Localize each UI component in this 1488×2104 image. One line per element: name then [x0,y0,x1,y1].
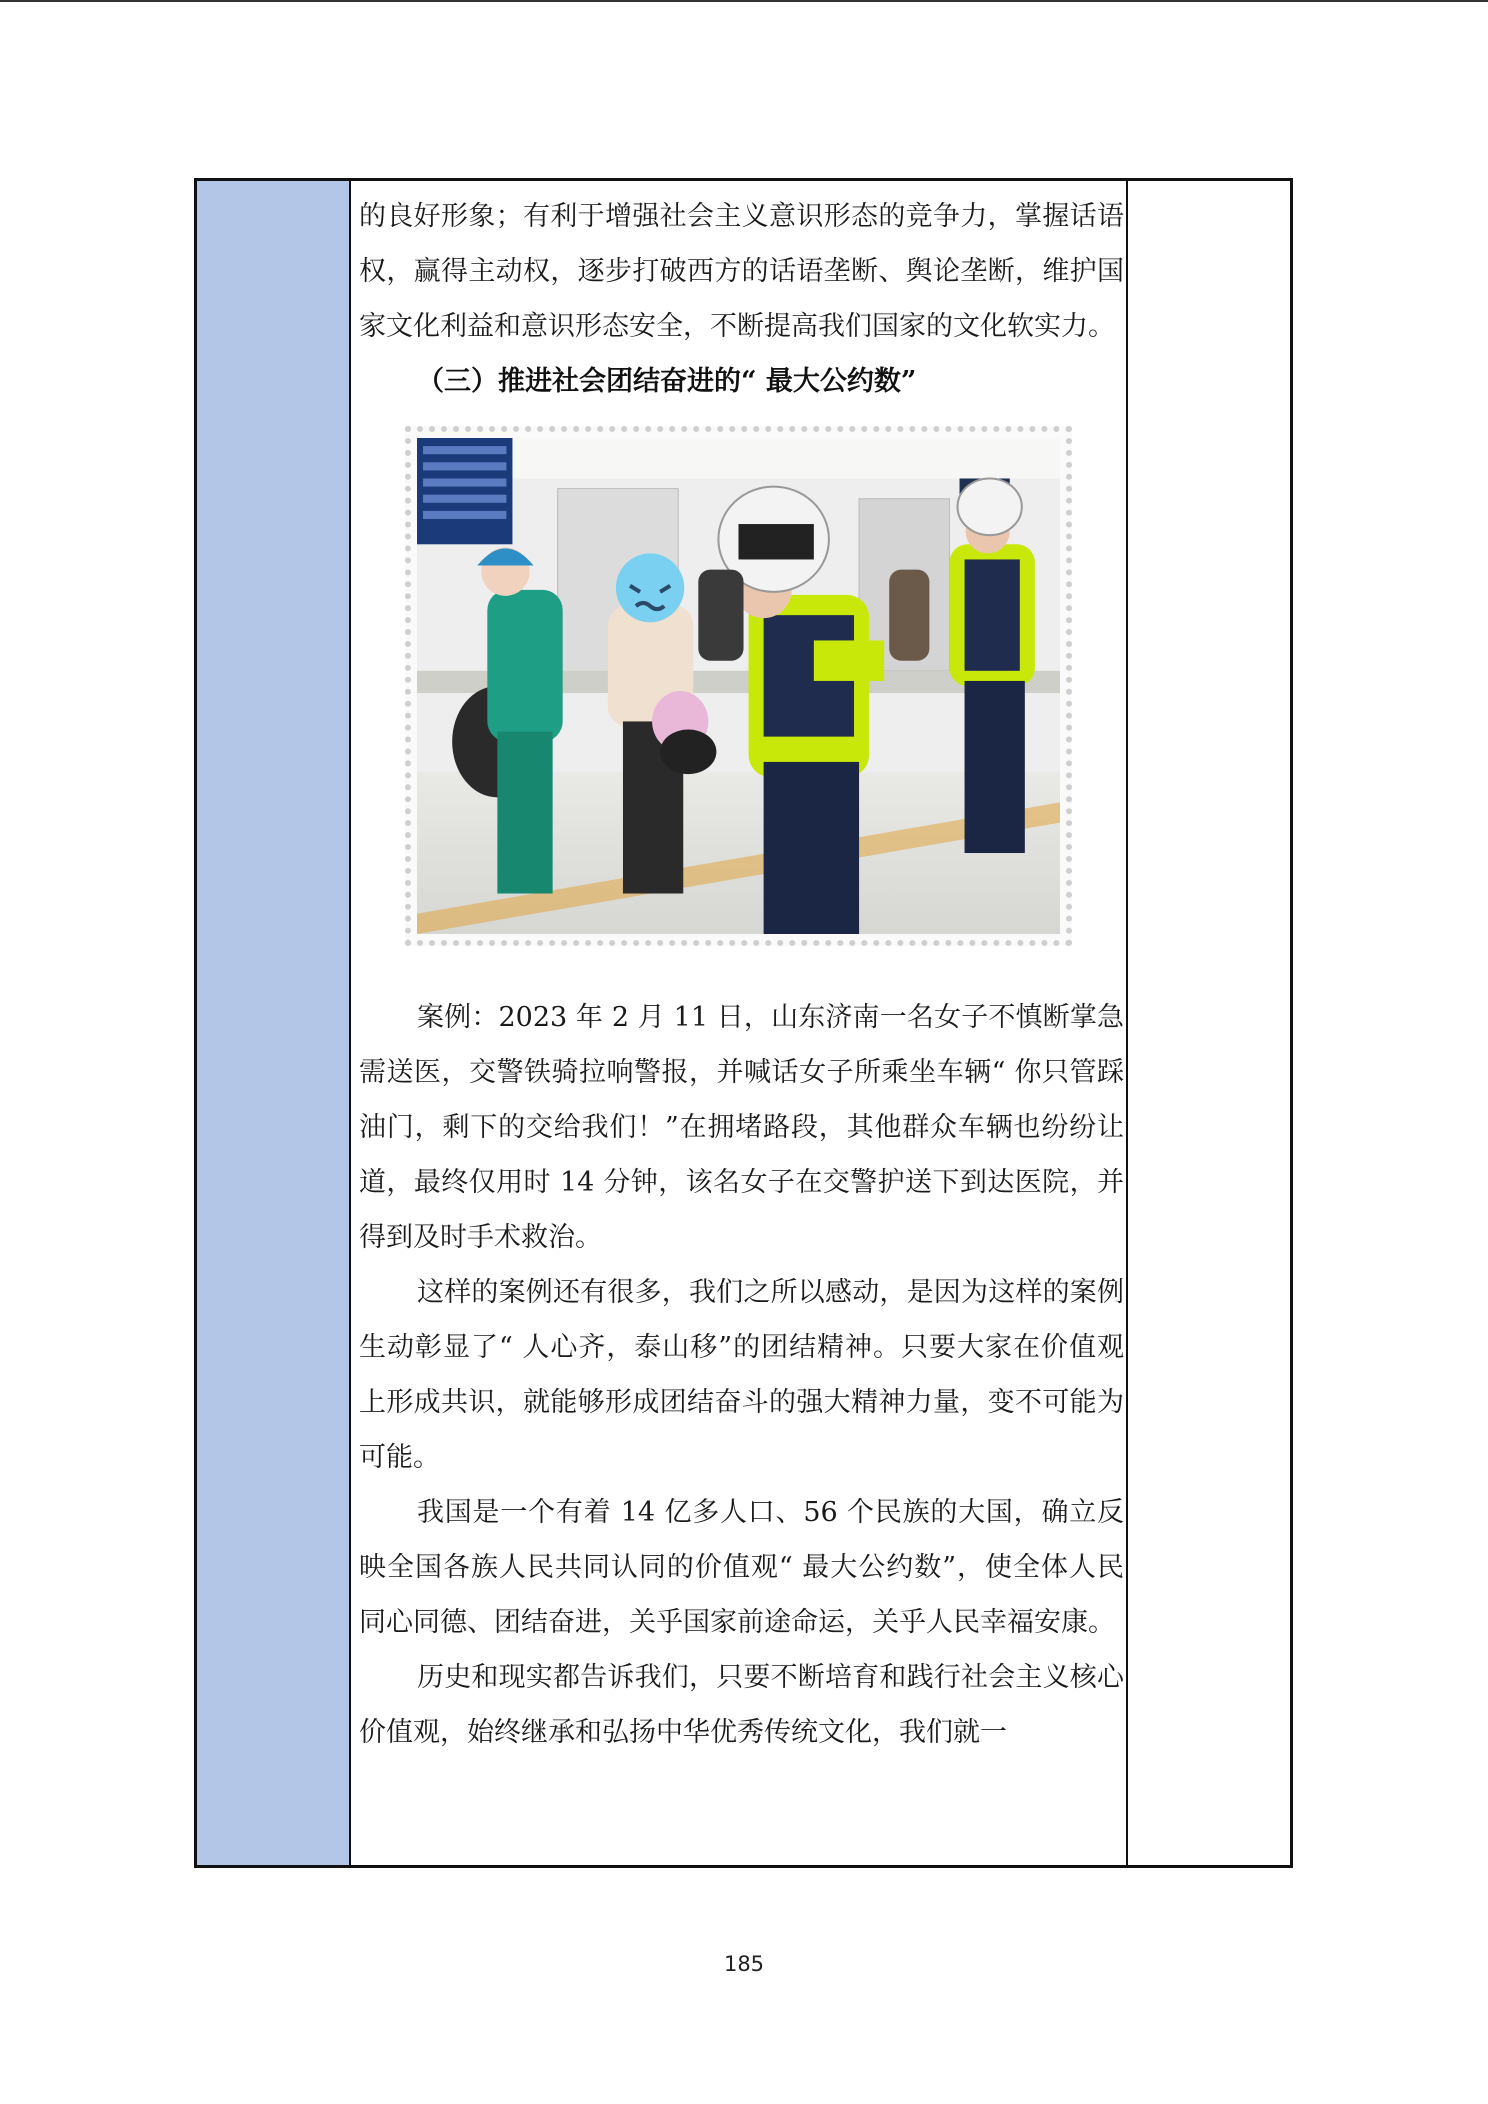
case-photo [405,426,1072,946]
page-top-rule [0,0,1488,2]
paragraph-common-values: 我国是一个有着 14 亿多人口、56 个民族的大国，确立反映全国各族人民共同认同的价值观“ 最大公约数”，使全体人民同心同德、团结奋进，关乎国家前途命运，关乎人民幸福安康。 [359,1497,1124,1638]
section-heading: （三）推进社会团结奋进的“ 最大公约数” [417,366,917,397]
hospital-escort-photo-illustration [417,438,1060,934]
paragraph-history: 历史和现实都告诉我们，只要不断培育和践行社会主义核心价值观，始终继承和弘扬中华优秀传统文化，我们就一 [359,1662,1124,1748]
paragraph-unity-spirit: 这样的案例还有很多，我们之所以感动，是因为这样的案例生动彰显了“ 人心齐，泰山移”的团结精神。只要大家在价值观上形成共识，就能够形成团结奋斗的强大精神力量，变不可能为可能。 [359,1277,1124,1473]
left-label-column [197,181,351,1865]
content-table [194,178,1293,1868]
page-number: 185 [723,1952,765,1976]
paragraph-case: 案例：2023 年 2 月 11 日，山东济南一名女子不慎断掌急需送医，交警铁骑拉响警报，并喊话女子所乘坐车辆“ 你只管踩油门，剩下的交给我们！”在拥堵路段，其他群众车辆也纷纷让道，最终仅用时 14 分钟，该名女子在交警护送下到达医院，并得到及时手术救治。 [359,1002,1124,1253]
right-notes-column [1126,181,1290,1865]
main-content-cell [359,181,1124,1865]
paragraph-soft-power: 的良好形象；有利于增强社会主义意识形态的竞争力，掌握话语权，赢得主动权，逐步打破西方的话语垄断、舆论垄断，维护国家文化利益和意识形态安全，不断提高我们国家的文化软实力。 [359,201,1124,342]
